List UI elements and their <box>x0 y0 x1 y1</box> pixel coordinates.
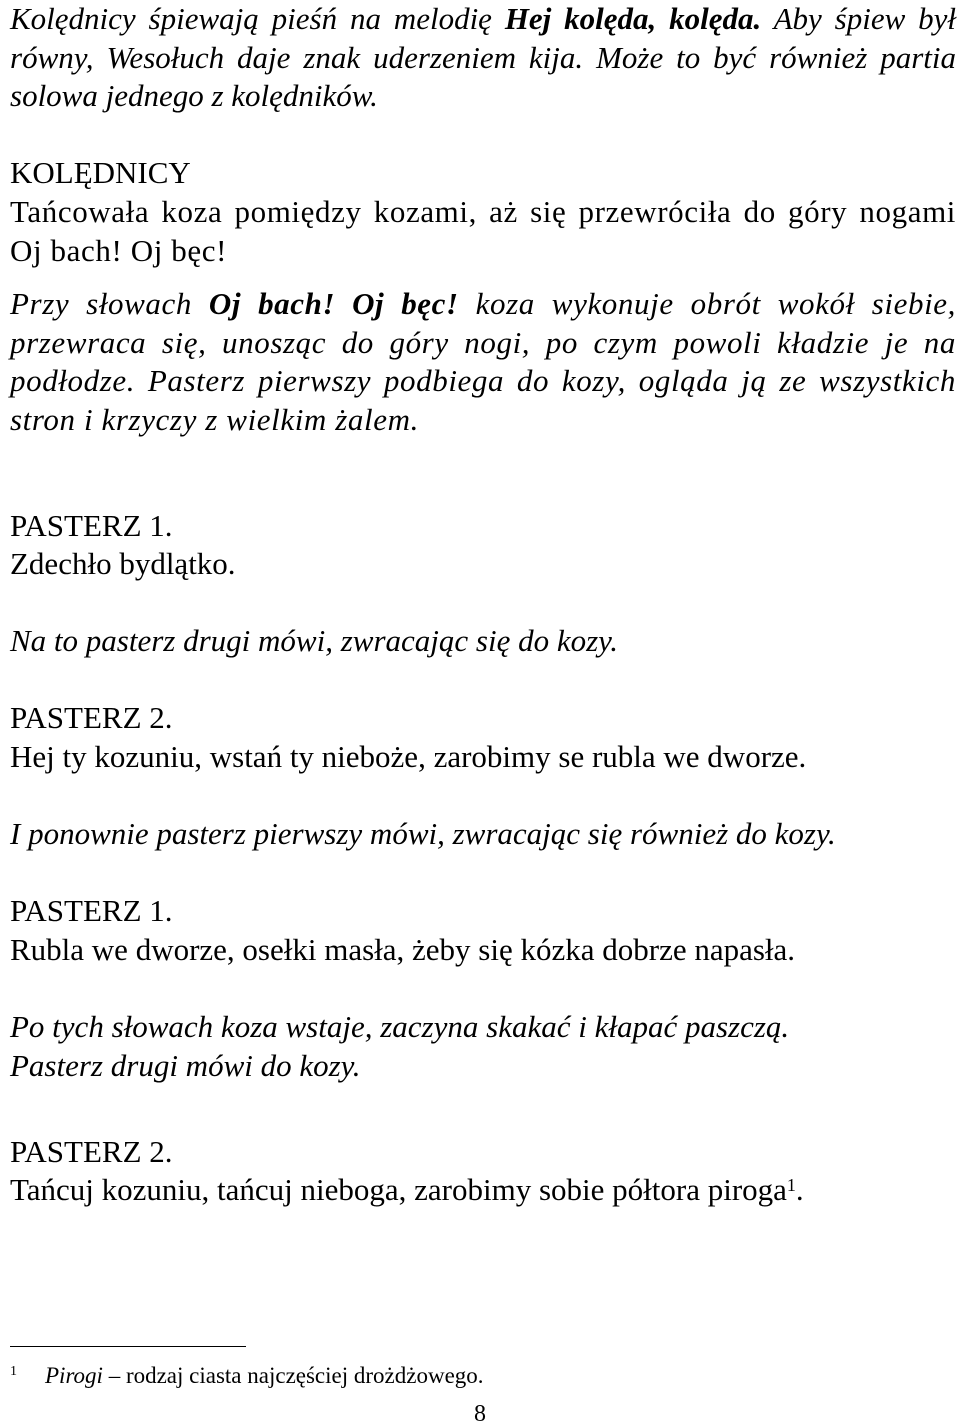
stage-direction-text: Przy słowach <box>10 286 209 321</box>
speaker-pasterz-1: PASTERZ 1. <box>10 893 173 928</box>
stage-direction-text: koza wykonuje obrót wokół siebie, przewraca się, unosząc do góry nogi, po czym powoli kładzie je na podłodze. Pasterz pierwszy podbiega do kozy, ogląda ją ze wszystkich stron i krzyczy z wielkim żalem. <box>10 286 956 437</box>
speaker-pasterz-2: PASTERZ 2. <box>10 1134 173 1169</box>
footnote-separator <box>10 1346 246 1347</box>
footnote-reference: 1 <box>786 1175 796 1195</box>
speaker-kolednicy: KOLĘDNICY <box>10 155 191 190</box>
stage-direction-3: Na to pasterz drugi mówi, zwracając się do kozy. <box>10 623 618 658</box>
stage-direction-1 <box>10 0 956 116</box>
footnote-text: – rodzaj ciasta najczęściej drożdżowego. <box>102 1363 484 1388</box>
dialogue-pasterz-1: Rubla we dworze, osełki masła, żeby się kózka dobrze napasła. <box>10 932 796 967</box>
dialogue-pasterz-2: Hej ty kozuniu, wstań ty nieboże, zarobimy se rubla we dworze. <box>10 739 807 774</box>
stage-direction-5: Po tych słowach koza wstaje, zaczyna skakać i kłapać paszczą. <box>10 1009 790 1044</box>
song-title: Hej kolęda, kolęda. <box>504 1 762 36</box>
stage-direction-text: Aby śpiew był równy, Wesołuch daje znak uderzeniem kija. Może to być również partia solowa jednego z kolędników. <box>10 1 956 113</box>
speaker-pasterz-1: PASTERZ 1. <box>10 508 173 543</box>
speaker-pasterz-2: PASTERZ 2. <box>10 700 173 735</box>
stage-direction-4: I ponownie pasterz pierwszy mówi, zwracając się również do kozy. <box>10 816 836 851</box>
page-number: 8 <box>474 1401 486 1427</box>
dialogue-pasterz-1: Zdechło bydlątko. <box>10 546 236 581</box>
footnote <box>10 1362 910 1390</box>
emphasis-text: Oj bach! Oj bęc! <box>208 286 459 321</box>
stage-direction-text: Kolędnicy śpiewają pieśń na melodię <box>10 1 505 36</box>
dialogue-text: Tańcuj kozuniu, tańcuj nieboga, zarobimy sobie półtora piroga <box>10 1172 787 1207</box>
footnote-term: Pirogi <box>45 1363 103 1388</box>
stage-direction-2 <box>10 285 956 439</box>
dialogue-pasterz-2 <box>10 1171 956 1210</box>
stage-direction-5-continued: Pasterz drugi mówi do kozy. <box>10 1048 361 1083</box>
dialogue-text-end: . <box>795 1172 804 1207</box>
dialogue-kolednicy: Tańcowała koza pomiędzy kozami, aż się przewróciła do góry nogami Oj bach! Oj bęc! <box>10 194 956 268</box>
footnote-number: 1 <box>10 1364 17 1379</box>
